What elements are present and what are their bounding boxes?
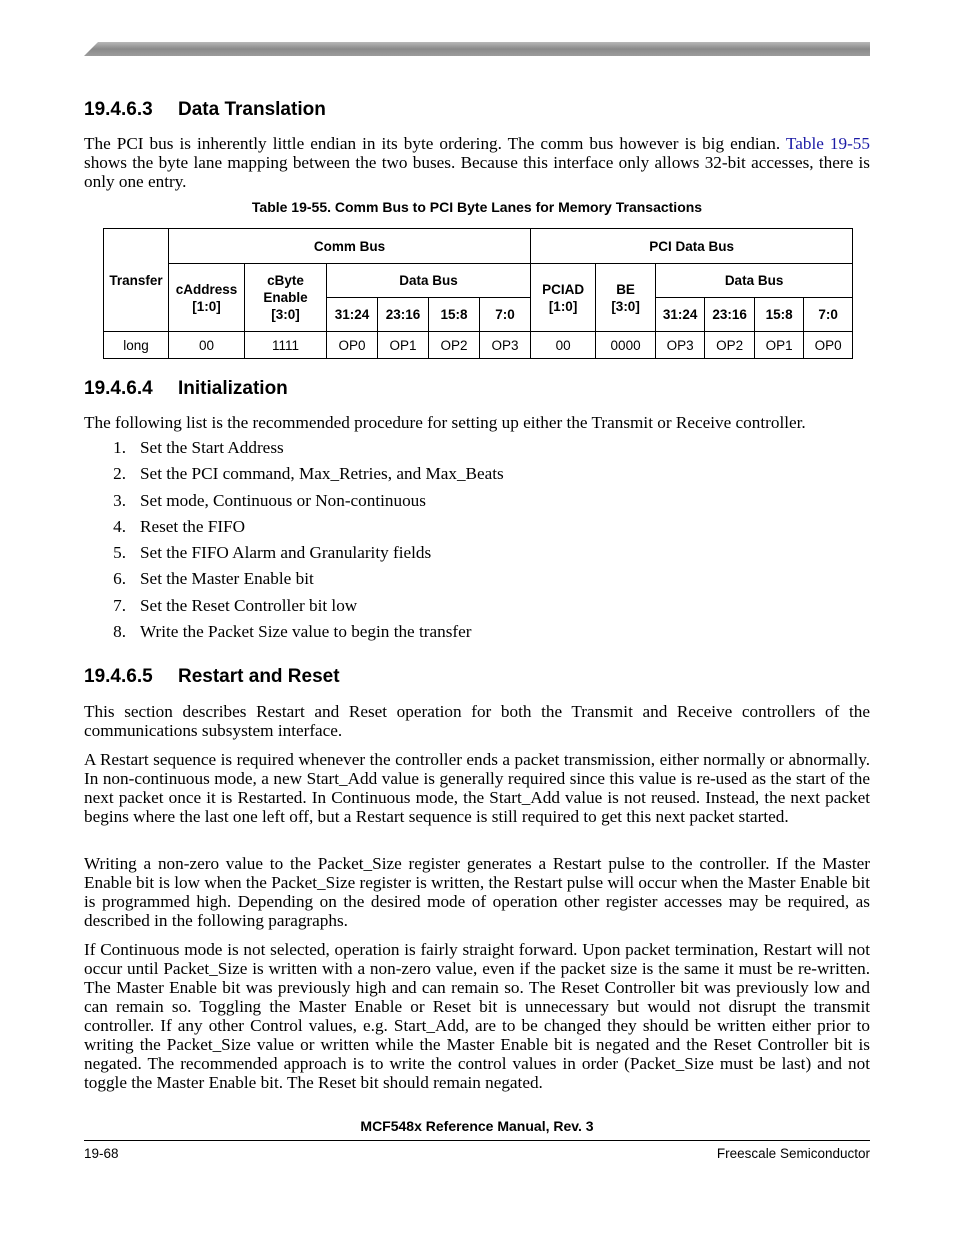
header-pci-data-bus-lanes: Data Bus (656, 264, 853, 298)
header-lane: 7:0 (480, 298, 531, 332)
header-comm-data-bus: Data Bus (327, 264, 531, 298)
paragraph-text: shows the byte lane mapping between the two buses. Because this interface only allows 32-bit accesses, there is only one entry. (84, 153, 870, 191)
header-transfer: Transfer (104, 229, 169, 332)
cell-comm-data: OP2 (429, 332, 480, 359)
table-reference-link[interactable]: Table 19-55 (785, 134, 870, 153)
header-pci-data-bus: PCI Data Bus (531, 229, 853, 264)
header-be: BE [3:0] (596, 264, 656, 332)
byte-lanes-table (103, 228, 853, 359)
cell-comm-data: OP3 (480, 332, 531, 359)
header-banner (84, 42, 870, 56)
restart-paragraph-2: A Restart sequence is required whenever the controller ends a packet transmission, either normally or abnormally. In non-continuous mode, a new Start_Add value is generally required since this value is re-used as the start of the next packet once it is Restarted. In Continuous mode, the Start_Add value is not reused. Instead, the next packet begins where the last one left off, but a Restart sequence is still required to get this next packet started. (84, 750, 870, 826)
header-caddress: cAddress [1:0] (169, 264, 245, 332)
section-title: Data Translation (178, 99, 326, 120)
initialization-intro: The following list is the recommended procedure for setting up either the Transmit or Receive controller. (84, 413, 806, 432)
section-number: 19.4.6.5 (84, 666, 153, 687)
cell-transfer: long (104, 332, 169, 359)
header-lane: 31:24 (656, 298, 705, 332)
cell-caddress: 00 (169, 332, 245, 359)
header-pciad: PCIAD [1:0] (531, 264, 596, 332)
section-heading-restart-and-reset (84, 666, 340, 688)
paragraph-text: The PCI bus is inherently little endian in its byte ordering. The comm bus however is big endian. (84, 134, 786, 153)
footer-divider (84, 1140, 870, 1141)
header-cbyte-enable: cByte Enable [3:0] (245, 264, 327, 332)
cell-pci-data: OP1 (755, 332, 804, 359)
data-translation-paragraph (84, 134, 870, 191)
header-lane: 15:8 (755, 298, 804, 332)
section-number: 19.4.6.4 (84, 378, 153, 399)
header-lane: 7:0 (804, 298, 853, 332)
table-caption: Table 19-55. Comm Bus to PCI Byte Lanes for Memory Transactions (251, 199, 703, 215)
section-heading-initialization (84, 378, 288, 400)
restart-paragraph-3: Writing a non-zero value to the Packet_Size register generates a Restart pulse to the controller. If the Master Enable bit is low when the Packet_Size register is written, the Restart pulse will occur when the Master Enable bit is programmed high. Depending on the desired mode of operation other register accesses may be required, as described in the following paragraphs. (84, 854, 870, 930)
section-heading-data-translation (84, 99, 326, 121)
footer-page-number: 19-68 (84, 1146, 119, 1161)
cell-pci-data: OP0 (804, 332, 853, 359)
header-comm-bus: Comm Bus (169, 229, 531, 264)
footer-manual-title: MCF548x Reference Manual, Rev. 3 (360, 1118, 594, 1134)
header-lane: 15:8 (429, 298, 480, 332)
section-title: Initialization (178, 378, 288, 399)
header-lane: 23:16 (378, 298, 429, 332)
restart-paragraph-4: If Continuous mode is not selected, operation is fairly straight forward. Upon packet termination, Restart will not occur until Packet_Size is written with a non-zero value, even if the packet size is the same it must be re-written. The Master Enable bit was previously high and can remain so. The Reset Controller bit was previously low and can remain so. Toggling the Master Enable or Reset bit is unnecessary but would not disrupt the transmit controller. If any other Control values, e.g. Start_Add, are to be changed they should be written either prior to writing the Packet_Size value or written while the Master Enable bit is negated and the Reset Controller bit is negated. The recommended approach is to write the control values in order (Packet_Size must be last) and not toggle the Master Enable bit. The Reset bit should remain negated. (84, 940, 870, 1092)
cell-comm-data: OP1 (378, 332, 429, 359)
cell-pci-data: OP2 (705, 332, 755, 359)
header-lane: 23:16 (705, 298, 755, 332)
cell-cbyte: 1111 (245, 332, 327, 359)
section-title: Restart and Reset (178, 666, 340, 687)
cell-pci-data: OP3 (656, 332, 705, 359)
cell-be: 0000 (596, 332, 656, 359)
header-lane: 31:24 (327, 298, 378, 332)
cell-pciad: 00 (531, 332, 596, 359)
footer-company: Freescale Semiconductor (716, 1146, 870, 1161)
table-row (104, 332, 853, 359)
section-number: 19.4.6.3 (84, 99, 153, 120)
cell-comm-data: OP0 (327, 332, 378, 359)
restart-paragraph-1: This section describes Restart and Reset operation for both the Transmit and Receive controllers of the communications subsystem interface. (84, 702, 870, 740)
